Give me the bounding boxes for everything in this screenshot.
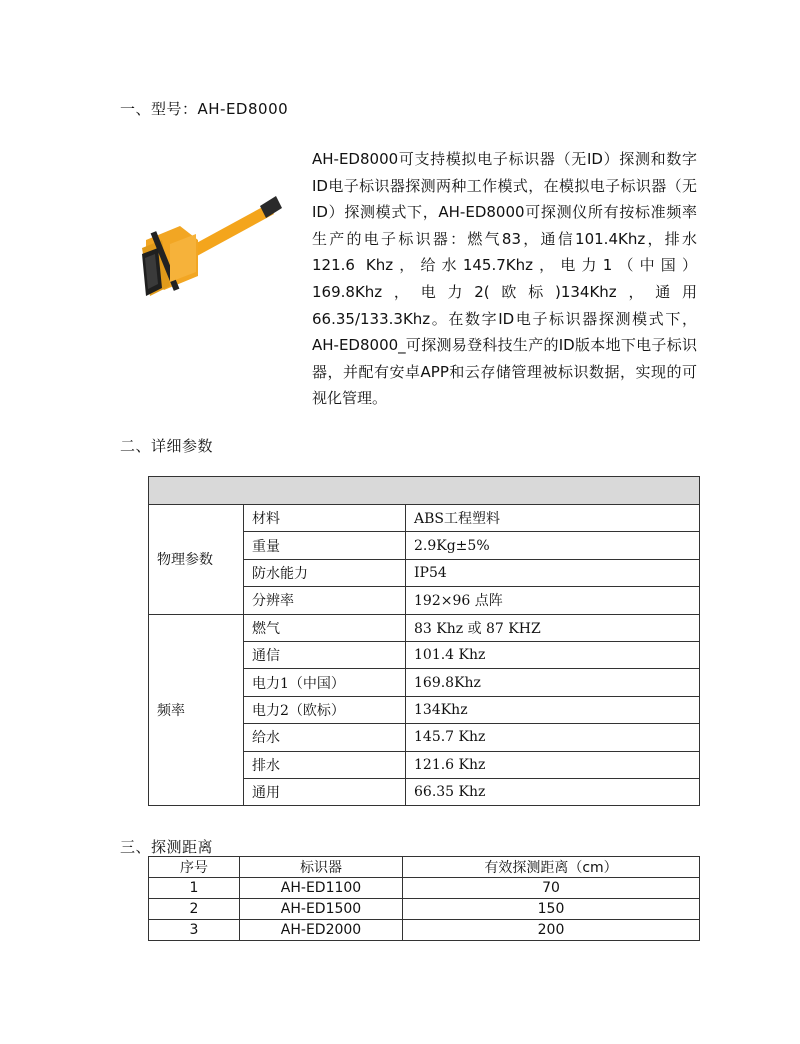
spec-value: 2.9Kg±5% [406, 532, 700, 559]
row-marker: AH-ED2000 [240, 920, 403, 941]
column-header-index: 序号 [149, 857, 240, 878]
spec-name: 材料 [244, 505, 406, 532]
row-marker: AH-ED1500 [240, 899, 403, 920]
spec-table-header-row [149, 477, 700, 505]
spec-name: 重量 [244, 532, 406, 559]
description-paragraph: AH-ED8000可支持模拟电子标识器（无ID）探测和数字ID电子标识器探测两种工作模式，在模拟电子标识器（无ID）探测模式下，AH-ED8000可探测仪所有按标准频率生产的电子标识器：燃气83，通信101.4Khz，排水121.6 Khz，给水145.7Khz，电力1（中国）169.8Khz，电力2(欧标)134Khz，通用66.35/133.3Khz。在数字ID电子标识器探测模式下，AH-ED8000_可探测易登科技生产的ID版本地下电子标识器，并配有安卓APP和云存储管理被标识数据，实现的可视化管理。 [312, 150, 697, 408]
spec-value: IP54 [406, 559, 700, 586]
spec-name: 防水能力 [244, 559, 406, 586]
spec-table [148, 476, 700, 806]
spec-name: 通用 [244, 778, 406, 805]
product-photo [140, 190, 285, 345]
row-index: 2 [149, 899, 240, 920]
spec-name: 电力1（中国） [244, 669, 406, 696]
spec-table-header-cell [149, 477, 700, 505]
table-row [149, 878, 700, 899]
product-description [312, 146, 697, 412]
spec-value: 145.7 Khz [406, 724, 700, 751]
spec-value: 66.35 Khz [406, 778, 700, 805]
spec-value: 83 Khz 或 87 KHZ [406, 614, 700, 641]
row-marker: AH-ED1100 [240, 878, 403, 899]
table-row [149, 920, 700, 941]
table-row [149, 505, 700, 532]
section-heading-model: 一、型号：AH-ED8000 [120, 100, 289, 118]
table-row [149, 614, 700, 641]
row-index: 3 [149, 920, 240, 941]
spec-category: 频率 [149, 614, 244, 806]
spec-name: 通信 [244, 641, 406, 668]
column-header-range: 有效探测距离（cm） [403, 857, 700, 878]
spec-name: 电力2（欧标） [244, 696, 406, 723]
table-row [149, 899, 700, 920]
spec-value: 134Khz [406, 696, 700, 723]
spec-category: 物理参数 [149, 505, 244, 615]
spec-name: 给水 [244, 724, 406, 751]
spec-value: 169.8Khz [406, 669, 700, 696]
spec-value: ABS工程塑料 [406, 505, 700, 532]
spec-name: 分辨率 [244, 587, 406, 614]
section-heading-distance: 三、探测距离 [120, 838, 214, 856]
spec-value: 192×96 点阵 [406, 587, 700, 614]
spec-name: 燃气 [244, 614, 406, 641]
row-range: 150 [403, 899, 700, 920]
column-header-marker: 标识器 [240, 857, 403, 878]
distance-header-row [149, 857, 700, 878]
distance-table [148, 856, 700, 941]
row-index: 1 [149, 878, 240, 899]
row-range: 200 [403, 920, 700, 941]
spec-value: 121.6 Khz [406, 751, 700, 778]
spec-value: 101.4 Khz [406, 641, 700, 668]
row-range: 70 [403, 878, 700, 899]
spec-name: 排水 [244, 751, 406, 778]
section-heading-specs: 二、详细参数 [120, 437, 214, 455]
